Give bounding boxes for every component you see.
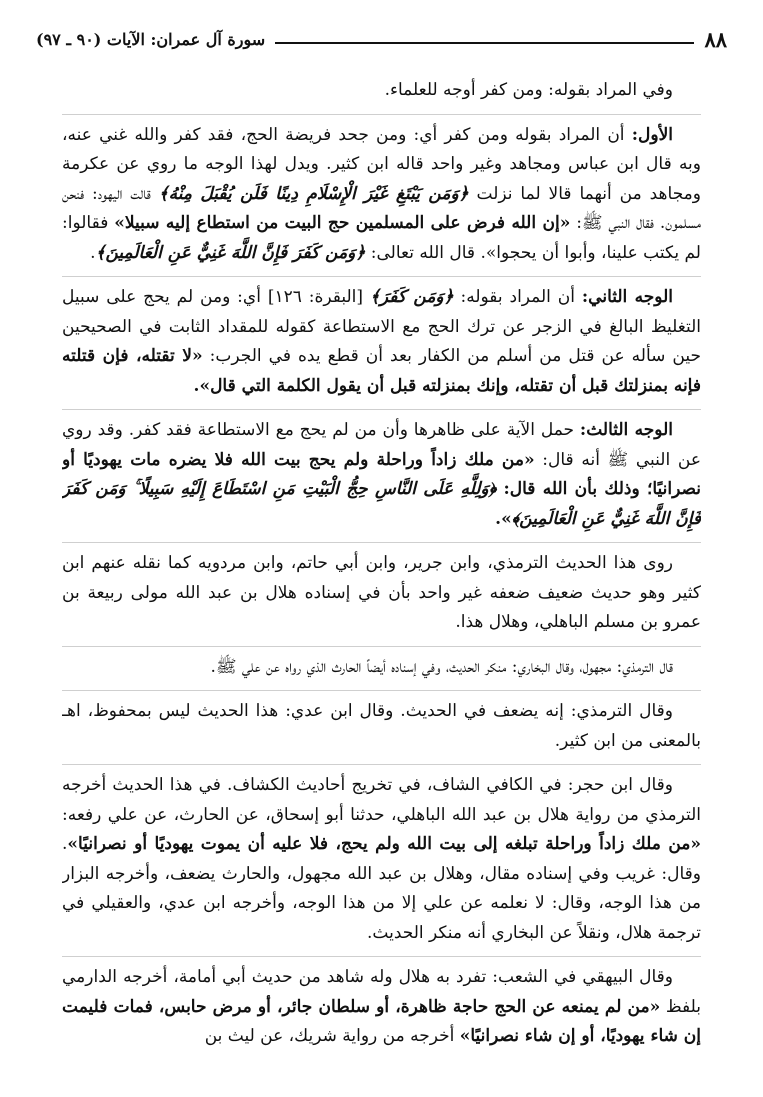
- text-run: وقال البيهقي في الشعب: تفرد به هلال وله شاهد من حديث أبي أمامة، أخرجه الدارمي بلفظ: [62, 967, 701, 1017]
- quran-verse: ﴿وَمَن كَفَرَ فَإِنَّ اللَّهَ غَنِيٌّ عَنِ الْعَالَمِينَ﴾: [95, 242, 366, 263]
- text-run: حمل الآية على ظاهرها وأن من لم يحج مع الاستطاعة فقد كفر. وقد روي عن النبي ﷺ أنه قال:: [62, 420, 701, 470]
- text-run: وقال الترمذي: إنه يضعف في الحديث. وقال ابن عدي: هذا الحديث ليس بمحفوظ، اهـ بالمعنى من ابن كثير.: [62, 701, 701, 751]
- running-title: سورة آل عمران: الآيات (٩٠ ـ ٩٧): [36, 29, 266, 49]
- bold-text: «إن الله فرض على المسلمين حج البيت من استطاع إليه سبيلا»: [114, 213, 571, 233]
- text-run: قالت اليهود: فنحن مسلمون. فقال النبي ﷺ:: [62, 183, 701, 233]
- text-run: أن المراد بقوله ومن كفر أي: ومن جحد فريضة الحج، فقد كفر والله غني عنه، وبه قال ابن عباس ومجاهد وغير واحد قاله ابن كثير. ويدل لهذا الوجه ما روي عن عكرمة ومجاهد من أنهما قالا لما نزلت: [62, 124, 701, 204]
- text-run: أن المراد بقوله:: [453, 287, 582, 307]
- bold-text: الوجه الثالث:: [579, 420, 673, 440]
- text-run: فقالوا: لم يكتب علينا، وأبوا أن يحجوا». قال الله تعالى:: [62, 213, 701, 263]
- page-number: ٨٨: [704, 26, 727, 52]
- paragraph: [62, 76, 701, 106]
- text-run: . وقال: غريب وفي إسناده مقال، وهلال بن عبد الله مجهول، والحارث يضعف، وأخرجه البزار من هذا الوجه، وقال: لا نعلمه عن علي إلا من هذا الوجه، وأخرجه ابن عدي، والعقيلي في ترجمة هلال، ونقلاً عن البخاري أنه منكر الحديث.: [62, 834, 701, 943]
- page-body: [62, 76, 701, 1097]
- bold-text: «من ملك زاداً وراحلة ولم يحج بيت الله فلا يضره مات يهوديًا أو نصرانيًا؛ وذلك بأن الله قال:: [62, 449, 701, 499]
- paragraph: [62, 276, 701, 401]
- quran-verse: ﴿وَمَن يَبْتَغِ غَيْرَ الْإِسْلَامِ دِينًا فَلَن يُقْبَلَ مِنْهُ﴾: [158, 183, 469, 204]
- bold-text: ».: [495, 508, 512, 529]
- text-run: وقال ابن حجر: في الكافي الشاف، في تخريج أحاديث الكشاف. في هذا الحديث أخرجه الترمذي من رواية هلال بن عبد الله الباهلي، حدثنا أبو إسحاق، عن الحارث، عن علي رفعه:: [62, 775, 701, 825]
- text-run: .: [90, 242, 96, 263]
- bold-text: «من ملك زاداً وراحلة تبلغه إلى بيت الله ولم يحج، فلا عليه أن يموت يهوديًا أو نصرانيًا»: [67, 834, 701, 854]
- paragraph: [62, 690, 701, 756]
- bold-text: الأول:: [631, 124, 673, 145]
- header-rule: [275, 42, 694, 44]
- bold-text: الوجه الثاني:: [581, 287, 673, 307]
- bold-text: «من لم يمنعه عن الحج حاجة ظاهرة، أو سلطان جائر، أو مرض حابس، فمات فليمت إن شاء يهوديًا، أو إن شاء نصرانيًا»: [62, 996, 701, 1046]
- text-run: أخرجه من رواية شريك، عن ليث بن: [204, 1026, 460, 1046]
- page-header: [36, 22, 727, 56]
- paragraph: [62, 764, 701, 948]
- paragraph: [62, 409, 701, 534]
- quran-verse: ﴿وَمَن كَفَرَ﴾: [369, 287, 454, 307]
- bold-text: «لا تقتله، فإن قتلته فإنه بمنزلتك قبل أن تقتله، وإنك بمنزلته قبل أن يقول الكلمة التي قال».: [62, 346, 701, 396]
- paragraph: [62, 542, 701, 638]
- text-run: وفي المراد بقوله: ومن كفر أوجه للعلماء.: [384, 80, 673, 100]
- paragraph: [62, 114, 701, 269]
- text-run: [البقرة: ١٢٦] أي: ومن لم يحج على سبيل التغليظ البالغ في الزجر عن ترك الحج مع الاستطاعة كقوله للمقداد الثابت في الصحيحين حين سأله عن قتل من أسلم من الكفار بعد أن قطع يده في الجرب:: [62, 287, 701, 366]
- text-run: قال الترمذي: مجهول، وقال البخاري: منكر الحديث، وفي إسناده أيضاً الحارث الذي رواه عن علي ﷺ.: [210, 656, 673, 677]
- paragraph: [62, 646, 701, 683]
- paragraph: [62, 956, 701, 1052]
- quran-verse: ﴿وَلِلَّهِ عَلَى النَّاسِ حِجُّ الْبَيْتِ مَنِ اسْتَطَاعَ إِلَيْهِ سَبِيلًا ۚ وَمَن كَفَرَ فَإِنَّ اللَّهَ غَنِيٌّ عَنِ الْعَالَمِينَ﴾: [62, 479, 701, 529]
- text-run: روى هذا الحديث الترمذي، وابن جرير، وابن أبي حاتم، وابن مردويه كما نقله عنهم ابن كثير وهو حديث ضعيف ضعفه غير واحد بأن في إسناده هلال بن عبد الله مولى ربيعة بن عمرو بن مسلم الباهلي، وهلال هذا.: [62, 553, 701, 632]
